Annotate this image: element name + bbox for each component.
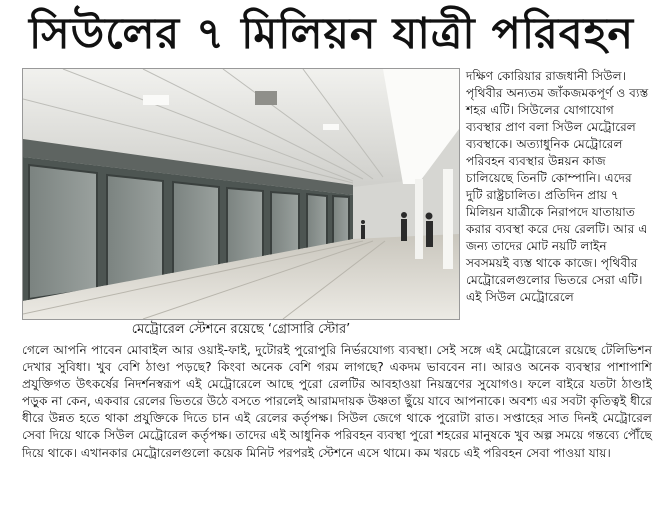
article-body-text: গেলে আপনি পাবেন মোবাইল আর ওয়াই-ফাই, দুটোরই পুরোপুরি নির্ভরযোগ্য ব্যবস্থা। সেই সঙ্গে এই মেট্রোরেলে রয়েছে টেলিভিশন দেখার সুবিধা। খুব বেশি ঠাণ্ডা পড়ছে? কিংবা অনেক বেশি গরম লাগছে? একদম ভাববেন না। আরও অনেক ব্যবস্থার পাশাপাশি প্রযুক্তিগত উৎকর্ষের নিদর্শনস্বরূপ এই মেট্রোরেলে আছে পুরো রেলটির আবহাওয়া নিয়ন্ত্রণের সুযোগও। ফলে বাইরে যতটা ঠাণ্ডাই পড়ুক না কেন, একবার রেলের ভিতরে উঠে বসতে পারলেই আরামদায়ক উষ্ণতা ছুঁয়ে যাবে আপনাকে। অবশ্য এর সবটা কৃতিত্বই ধীরে ধীরে উন্নত হতে থাকা প্রযুক্তিকে দিতে চান এই রেলের কর্তৃপক্ষ। সিউল জেগে থাকে পুরোটা রাত। সপ্তাহের সাত দিনই মেট্রোরেল সেবা দিয়ে থাকে সিউল মেট্রোরেল কর্তৃপক্ষ। তাদের এই আধুনিক পরিবহন ব্যবস্থা পুরো শহরের মানুষকে খুব অল্প সময়ে গন্তব্যে পৌঁছে দিয়ে থাকে। এখানকার মেট্রোরেলগুলো কয়েক মিনিট পরপরই স্টেশনে এসে থামে। কম খরচে এই পরিবহন সেবা পাওয়া যায়। [22,343,652,460]
side-column-text: দক্ষিণ কোরিয়ার রাজধানী সিউল। পৃথিবীর অন্যতম জাঁকজমকপূর্ণ ও ব্যস্ত শহর এটি। সিউলের যোগাযোগ ব্যবস্থার প্রাণ বলা সিউল মেট্রোরেল ব্যবস্থাকে। অত্যাধুনিক মেট্রোরেল পরিবহন ব্যবস্থার উন্নয়ন কাজ চালিয়েছে তিনটি কোম্পানি। এদের দুটি রাষ্ট্রচালিত। প্রতিদিন প্রায় ৭ মিলিয়ন যাত্রীকে নিরাপদে যাতায়াত করার ব্যবস্থা করে দেয় রেলটি। আর এ জন্য তাদের মোট নয়টি লাইন সবসময়ই ব্যস্ত থাকে কাজে। পৃথিবীর মেট্রোরেলগুলোর ভিতরে সেরা এটি। এই সিউল মেট্রোরেলে [466,69,649,304]
photo-caption: মেট্রোরেল স্টেশনে রয়েছে ‘গ্রোসারি স্টোর’ [131,322,351,337]
article-headline: সিউলের ৭ মিলিয়ন যাত্রী পরিবহন [29,9,634,59]
metro-station-photo [22,68,460,320]
metro-platform-illustration [23,69,459,319]
